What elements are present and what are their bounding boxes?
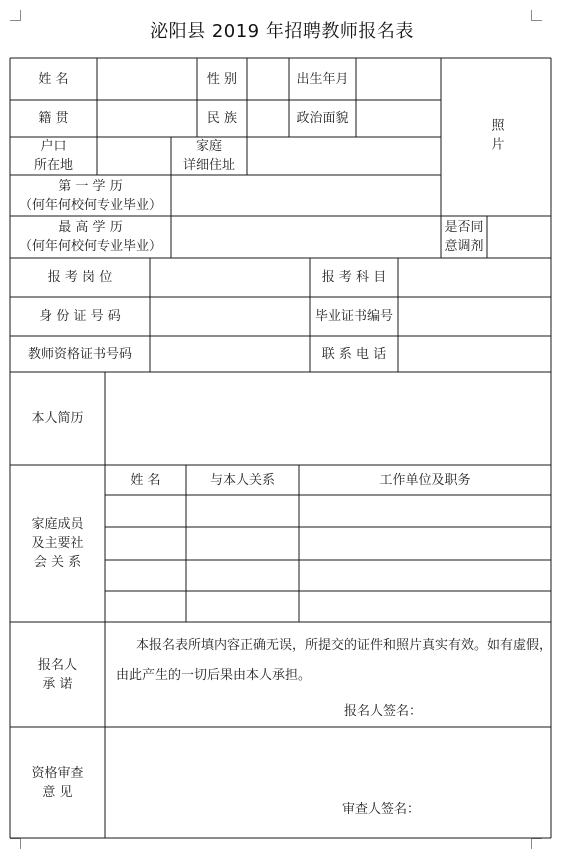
label-review-line1: 资格审查 xyxy=(31,765,84,781)
pledge-text-line2: 由此产生的一切后果由本人承担。 xyxy=(116,668,312,683)
label-adjust-line1: 是否同 xyxy=(444,220,484,235)
label-accept-adjustment xyxy=(441,216,487,258)
accept-adjustment-field[interactable] xyxy=(487,216,551,258)
label-hukou-line2: 所在地 xyxy=(33,158,73,173)
label-phone: 联 系 电 话 xyxy=(321,346,387,362)
label-family-members xyxy=(10,465,105,622)
photo-area[interactable]: 照片 xyxy=(488,118,504,156)
political-status-field[interactable] xyxy=(356,100,441,137)
label-qualification-review xyxy=(10,727,105,838)
label-gender: 性 别 xyxy=(206,71,238,87)
family-row[interactable] xyxy=(105,591,551,622)
label-native-place: 籍 贯 xyxy=(38,111,69,126)
home-address-field[interactable] xyxy=(247,137,441,175)
applicant-signature-label: 报名人签名： xyxy=(344,704,423,719)
label-home-line2: 详细住址 xyxy=(182,158,235,173)
label-applied-position: 报 考 岗 位 xyxy=(47,270,113,285)
label-home-line1: 家庭 xyxy=(195,139,222,154)
family-row[interactable] xyxy=(105,527,551,560)
label-teacher-certificate: 教师资格证书号码 xyxy=(27,346,132,362)
diploma-number-field[interactable] xyxy=(398,297,551,336)
label-highest-edu-line2: （何年何校何专业毕业） xyxy=(18,239,162,254)
pledge-text-line1: 本报名表所填内容正确无误，所提交的证件和照片真实有效。如有虚假， xyxy=(136,638,553,653)
family-col-relation: 与本人关系 xyxy=(209,472,275,488)
label-first-education xyxy=(10,175,171,216)
label-first-edu-line1: 第 一 学 历 xyxy=(58,178,123,194)
review-opinion-field[interactable] xyxy=(105,727,551,838)
label-political-status: 政治面貌 xyxy=(296,111,349,126)
label-family-line1: 家庭成员 xyxy=(31,517,84,532)
label-pledge-line1: 报名人 xyxy=(37,657,77,673)
resume-field[interactable] xyxy=(105,372,551,465)
teacher-certificate-field[interactable] xyxy=(150,336,310,372)
label-resume: 本人简历 xyxy=(31,411,84,426)
phone-field[interactable] xyxy=(398,336,551,372)
highest-education-field[interactable] xyxy=(171,216,441,258)
applied-position-field[interactable] xyxy=(150,258,310,297)
label-birth: 出生年月 xyxy=(296,71,349,87)
label-applicant-pledge xyxy=(10,622,105,727)
family-col-name: 姓 名 xyxy=(130,472,161,488)
label-home-address xyxy=(171,137,247,175)
birth-field[interactable] xyxy=(356,58,441,100)
family-row[interactable] xyxy=(105,495,551,527)
form-title: 泌阳县 2019 年招聘教师报名表 xyxy=(150,21,414,42)
label-adjust-line2: 意调剂 xyxy=(444,239,484,254)
label-diploma-number: 毕业证书编号 xyxy=(314,309,393,324)
family-row[interactable] xyxy=(105,560,551,591)
label-name: 姓 名 xyxy=(38,71,69,87)
label-review-line2: 意 见 xyxy=(42,784,73,800)
label-pledge-line2: 承 诺 xyxy=(42,676,73,692)
label-hukou-line1: 户口 xyxy=(40,139,67,154)
family-col-work: 工作单位及职务 xyxy=(379,472,471,488)
first-education-field[interactable] xyxy=(171,175,441,216)
id-number-field[interactable] xyxy=(150,297,310,336)
native-place-field[interactable] xyxy=(97,100,197,137)
gender-field[interactable] xyxy=(247,58,289,100)
ethnicity-field[interactable] xyxy=(247,100,289,137)
label-id-number: 身 份 证 号 码 xyxy=(39,309,121,324)
applied-subject-field[interactable] xyxy=(398,258,551,297)
label-ethnicity: 民 族 xyxy=(206,111,238,126)
label-applied-subject: 报 考 科 目 xyxy=(321,270,387,285)
label-highest-edu-line1: 最 高 学 历 xyxy=(58,220,123,235)
label-hukou xyxy=(10,137,97,175)
name-field[interactable] xyxy=(97,58,197,100)
label-family-line2: 及主要社 xyxy=(31,536,84,551)
label-first-edu-line2: （何年何校何专业毕业） xyxy=(18,197,162,213)
reviewer-signature-label: 审查人签名： xyxy=(342,802,421,817)
label-family-line3: 会 关 系 xyxy=(33,555,82,570)
hukou-field[interactable] xyxy=(97,137,171,175)
label-highest-education xyxy=(10,216,171,258)
